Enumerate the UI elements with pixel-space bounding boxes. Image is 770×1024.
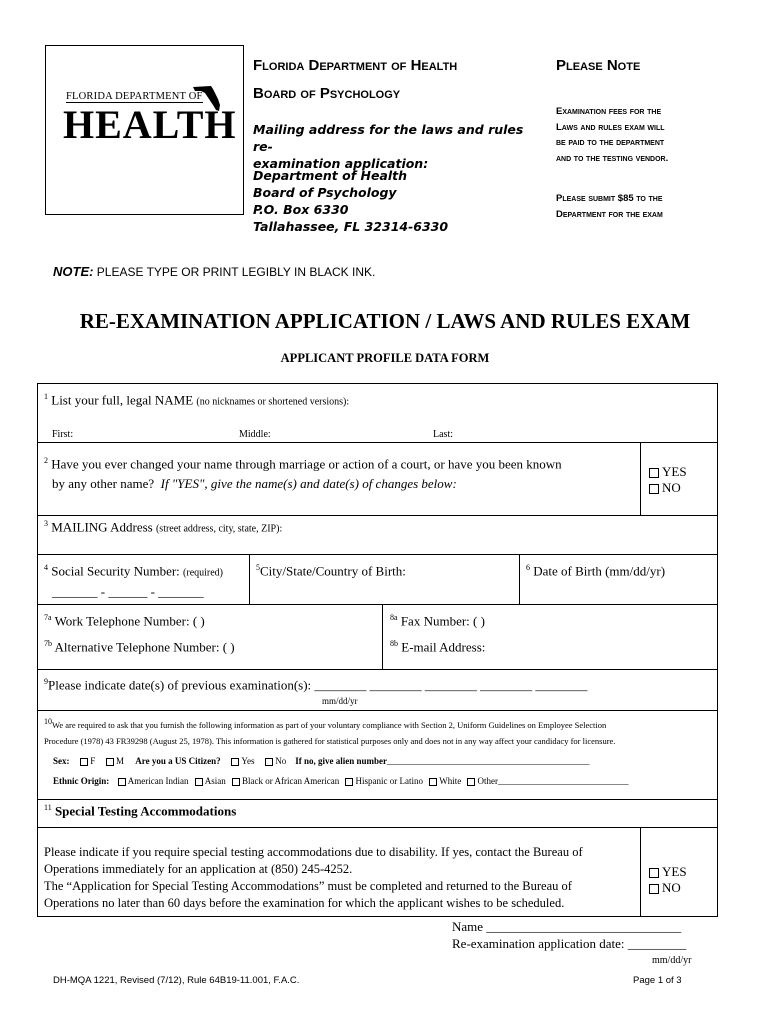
checkbox[interactable]: [649, 468, 659, 478]
divider: [640, 443, 641, 515]
mailing-address: [253, 167, 538, 235]
citizen-no-checkbox[interactable]: [265, 758, 273, 766]
name-change-no[interactable]: NO: [649, 480, 687, 496]
last-name-field[interactable]: Last:: [433, 429, 453, 440]
name-change-yes[interactable]: YES: [649, 464, 687, 480]
fee-note-line: and to the testing vendor.: [556, 152, 669, 164]
fee-note: [556, 104, 756, 166]
ethnic-checkbox[interactable]: [118, 778, 126, 786]
form-subtitle: APPLICANT PROFILE DATA FORM: [280, 351, 490, 365]
checkbox[interactable]: [649, 884, 659, 894]
question-number: 1: [44, 392, 48, 401]
board-title: Board of Psychology: [253, 85, 401, 102]
alien-number-field[interactable]: _____________________________________________: [387, 756, 590, 766]
first-name-field[interactable]: First:: [52, 429, 74, 440]
phone-section: [38, 605, 717, 670]
sex-m-checkbox[interactable]: [106, 758, 114, 766]
page-number: Page 1 of 3: [633, 975, 682, 986]
email-field[interactable]: $^{8b}$ E-mail Address:: [390, 639, 486, 655]
applicant-form: [37, 383, 718, 917]
ethnic-other-field[interactable]: _____________________________: [497, 776, 629, 786]
checkbox[interactable]: [649, 868, 659, 878]
address-line: Board of Psychology: [253, 185, 397, 200]
birthplace-field[interactable]: $^5$City/State/Country of Birth:: [256, 563, 406, 579]
mailing-address-question[interactable]: [44, 519, 282, 535]
previous-exams-field[interactable]: $^9$Please indicate date(s) of previous examination(s): ________ ________ ________ ________ ________: [44, 677, 588, 693]
alt-phone-field[interactable]: $^{7b}$ Alternative Telephone Number: ( ): [44, 639, 235, 655]
fax-field[interactable]: $^{8a}$ Fax Number: ( ): [390, 613, 485, 629]
mailing-label: MAILING Address: [51, 519, 153, 535]
name-label: List your full, legal NAME: [51, 392, 194, 408]
mailing-intro-line1: Mailing address for the laws and rules re-: [253, 122, 524, 154]
logo-big-text: HEALTH: [63, 102, 237, 147]
dob-field[interactable]: $^6$ Date of Birth (mm/dd/yr): [526, 563, 666, 579]
middle-name-field[interactable]: Middle:: [239, 429, 271, 440]
name-change-line1: Have you ever changed your name through marriage or action of a court, or have you been known: [51, 456, 562, 472]
logo-small-text: FLORIDA DEPARTMENT OF: [66, 91, 203, 102]
name-change-instruction: If "YES", give the name(s) and date(s) of changes below:: [160, 476, 457, 492]
date-format-hint: mm/dd/yr: [652, 955, 692, 966]
name-signature-line[interactable]: Name ______________________________: [452, 919, 682, 934]
ink-note-text: PLEASE TYPE OR PRINT LEGIBLY IN BLACK INK.: [93, 265, 376, 279]
accommodations-yes[interactable]: YES: [649, 864, 687, 880]
ink-note-label: NOTE:: [53, 264, 94, 279]
mailing-intro-line2: examination application:: [253, 156, 429, 171]
fee-note-line: be paid to the department: [556, 137, 665, 148]
name-hint: (no nicknames or shortened versions):: [196, 396, 350, 408]
fee-note-line: Examination fees for the: [556, 106, 662, 117]
accommodations-options: [649, 864, 687, 896]
accommodations-heading-row: [38, 800, 717, 828]
question-number: 3: [44, 519, 48, 528]
logo-box: [45, 45, 244, 215]
work-phone-field[interactable]: $^{7a}$ Work Telephone Number: ( ): [44, 613, 205, 629]
application-date-line[interactable]: Re-examination application date: _________: [452, 936, 687, 951]
ethnic-checkbox[interactable]: [467, 778, 475, 786]
ethnic-checkbox[interactable]: [195, 778, 203, 786]
name-change-options: [649, 464, 687, 496]
ethnic-checkbox[interactable]: [345, 778, 353, 786]
address-line: P.O. Box 6330: [253, 202, 349, 217]
divider: [249, 555, 250, 604]
eeo-statement: 10We are required to ask that you furnish the following information as part of your voluntary compliance with Section 2, Uniform Guidelines on Employee Selection Procedure (1978) 43 FR39298 (August 25, 1978). This information is gathered for statistical purposes only and does not in any way affect your candidacy for licensure.: [44, 717, 616, 746]
fee-note-line: Please submit $85 to the: [556, 193, 663, 204]
doh-logo: [61, 91, 237, 153]
name-change-question: [44, 451, 634, 494]
address-line: Tallahassee, FL 32314-6330: [253, 219, 449, 234]
checkbox[interactable]: [649, 484, 659, 494]
accommodations-heading: $^{11}$ Special Testing Accommodations: [44, 803, 237, 819]
form-id: DH-MQA 1221, Revised (7/12), Rule 64B19-11.001, F.A.C.: [53, 975, 300, 986]
demographics-line2: Ethnic Origin: American Indian Asian Black or African American Hispanic or Latino White Other_____________________________: [53, 776, 629, 786]
please-note-title: Please Note: [556, 57, 641, 74]
divider: [382, 605, 383, 669]
dept-title: Florida Department of Health: [253, 57, 458, 74]
date-format-hint: mm/dd/yr: [322, 696, 358, 706]
sex-f-checkbox[interactable]: [80, 758, 88, 766]
name-change-line2: by any other name?: [52, 476, 155, 492]
divider: [519, 555, 520, 604]
demographics-line1: Sex: F M Are you a US Citizen? Yes No If no, give alien number_____________________________________________: [53, 756, 590, 766]
ink-note: [53, 264, 375, 279]
mailing-hint: (street address, city, state, ZIP):: [155, 523, 283, 535]
mailing-intro: [253, 121, 538, 172]
florida-map-icon: [191, 83, 223, 113]
identity-section: [38, 555, 717, 605]
address-line: Department of Health: [253, 168, 408, 183]
accommodations-no[interactable]: NO: [649, 880, 687, 896]
fee-amount-note: [556, 191, 756, 222]
accommodations-section: [38, 828, 717, 916]
question-number: 2: [44, 456, 48, 465]
ethnic-checkbox[interactable]: [429, 778, 437, 786]
fee-note-line: Laws and rules exam will: [556, 121, 665, 133]
name-change-section: [38, 443, 717, 516]
fee-note-line: Department for the exam: [556, 208, 663, 220]
accommodations-text: Please indicate if you require special testing accommodations due to disability. If yes, contact the Bureau of Operations immediately for an application at (850) 245-4252. The “Application for Special Testing Accommodations” must be completed and returned to the Bureau of Operations no later than 60 days before the examination for which the applicant wishes to be scheduled.: [44, 845, 583, 910]
mailing-address-section: [38, 516, 717, 555]
form-title: RE-EXAMINATION APPLICATION / LAWS AND RULES EXAM: [79, 309, 691, 333]
ssn-field[interactable]: $^4$ Social Security Number: (required): [44, 563, 224, 579]
divider: [640, 828, 641, 916]
name-question: [44, 392, 349, 408]
name-section: [38, 384, 717, 443]
previous-exams-section: [38, 670, 717, 711]
ethnic-checkbox[interactable]: [232, 778, 240, 786]
eeo-section: [38, 711, 717, 800]
citizen-yes-checkbox[interactable]: [231, 758, 239, 766]
ssn-blank[interactable]: _______ - ______ - _______: [52, 584, 204, 599]
